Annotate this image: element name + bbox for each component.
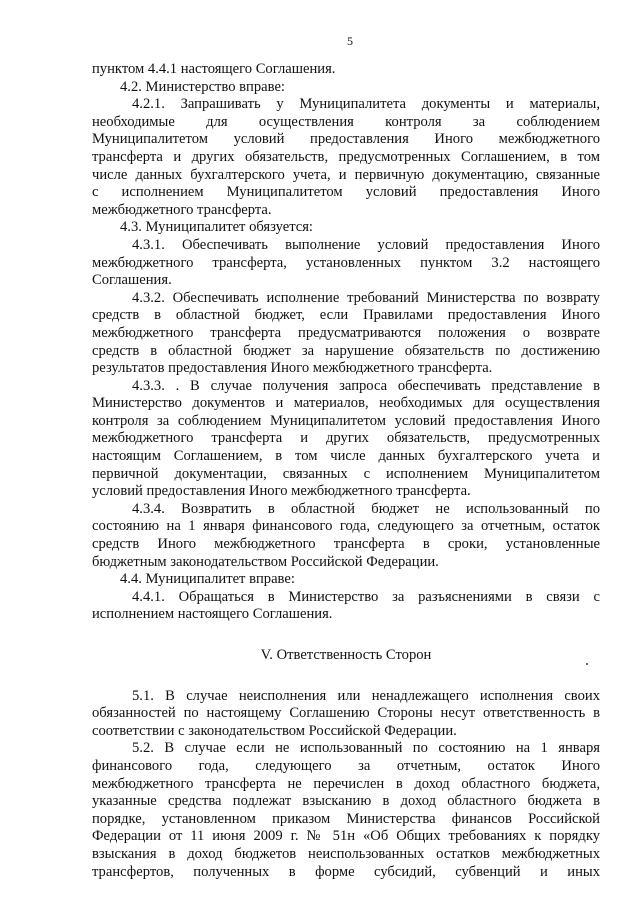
text-line: 4.3.3. . В случае получения запроса обеспечивать представление в bbox=[132, 377, 600, 394]
text-line: межбюджетного трансферта и других обязательств, предусмотренных bbox=[92, 430, 600, 447]
section-4-text bbox=[92, 61, 600, 624]
text-line: 4.3.1. Обеспечивать выполнение условий предоставления Иного bbox=[132, 236, 600, 253]
text-line: средств в областной бюджет, если Правилами предоставления Иного bbox=[92, 307, 600, 324]
text-line: первичной документации, связанных с исполнением Муниципалитетом bbox=[92, 465, 600, 482]
section-5-text bbox=[92, 688, 600, 882]
text-line: соответствии с законодательством Российской Федерации. bbox=[92, 722, 457, 739]
scan-speck bbox=[586, 663, 588, 665]
text-line: 5.1. В случае неисполнения или ненадлежащего исполнения своих bbox=[132, 687, 600, 704]
text-line: 5.2. В случае если не использованный по состоянию на 1 января bbox=[132, 740, 600, 757]
text-line: числе данных бухгалтерского учета, и первичную документацию, связанные bbox=[92, 166, 600, 183]
clause-heading-4-4: 4.4. Муниципалитет вправе: bbox=[120, 571, 295, 588]
text-line: контроля за соблюдением Муниципалитетом условий предоставления Иного bbox=[92, 412, 600, 429]
text-line: с исполнением Муниципалитетом условий предоставления Иного bbox=[92, 184, 600, 201]
text-line: Министерство документов и материалов, необходимых для осуществления bbox=[92, 395, 600, 412]
text-line: межбюджетного трансферта предусматриваются положения о возврате bbox=[92, 324, 600, 341]
page-number: 5 bbox=[347, 34, 353, 48]
text-line: порядке, установленном приказом Министерства финансов Российской bbox=[92, 810, 600, 827]
section-heading: V. Ответственность Сторон bbox=[260, 647, 432, 663]
text-line: межбюджетного трансферта не перечислен в доход областного бюджета, bbox=[92, 775, 600, 792]
text-line: пунктом 4.4.1 настоящего Соглашения. bbox=[92, 61, 336, 77]
text-line: состоянию на 1 января финансового года, следующего за отчетным, остаток bbox=[92, 518, 600, 535]
text-line: настоящим Соглашением, в том числе данных бухгалтерского учета и bbox=[92, 448, 600, 465]
text-line: бюджетным законодательством Российской Федерации. bbox=[92, 553, 439, 570]
text-line: трансферта и других обязательств, предусмотренных Соглашением, в том bbox=[92, 148, 600, 165]
text-line: 4.4.1. Обращаться в Министерство за разъяснениями в связи с bbox=[132, 588, 600, 605]
text-line: 4.3.2. Обеспечивать исполнение требований Министерства по возврату bbox=[132, 289, 600, 306]
text-line: условий предоставления Иного межбюджетного трансферта. bbox=[92, 483, 471, 500]
text-line: обязанностей по настоящему Соглашению Стороны несут ответственность в bbox=[92, 705, 600, 722]
text-line: указанные средства подлежат взысканию в доход областного бюджета в bbox=[92, 793, 600, 810]
text-line: Соглашения. bbox=[92, 272, 172, 289]
text-line: Муниципалитетом условий предоставления Иного межбюджетного bbox=[92, 131, 600, 148]
text-line: исполнением настоящего Соглашения. bbox=[92, 606, 333, 623]
text-line: межбюджетного трансферта. bbox=[92, 201, 272, 218]
text-line: Федерации от 11 июня 2009 г. № 51н «Об Общих требованиях к порядку bbox=[92, 828, 600, 845]
text-line: результатов предоставления Иного межбюджетного трансферта. bbox=[92, 360, 493, 377]
clause-heading-4-2: 4.2. Министерство вправе: bbox=[120, 78, 285, 95]
text-line: 4.2.1. Запрашивать у Муниципалитета документы и материалы, bbox=[132, 96, 600, 113]
text-line: финансового года, следующего за отчетным, остаток Иного bbox=[92, 757, 600, 774]
text-line: средств в областной бюджет за нарушение обязательств по достижению bbox=[92, 342, 600, 359]
text-line: 4.3.4. Возвратить в областной бюджет не использованный по bbox=[132, 500, 600, 517]
text-line: трансфертов, полученных в форме субсидий, субвенций и иных bbox=[92, 863, 600, 880]
text-line: необходимые для осуществления контроля за соблюдением bbox=[92, 113, 600, 130]
text-line: средств Иного межбюджетного трансферта в сроки, установленные bbox=[92, 536, 600, 553]
text-line: межбюджетного трансферта, установленных пунктом 3.2 настоящего bbox=[92, 254, 600, 271]
clause-heading-4-3: 4.3. Муниципалитет обязуется: bbox=[120, 219, 313, 236]
text-line: взыскания в доход бюджетов неиспользованных остатков межбюджетных bbox=[92, 845, 600, 862]
